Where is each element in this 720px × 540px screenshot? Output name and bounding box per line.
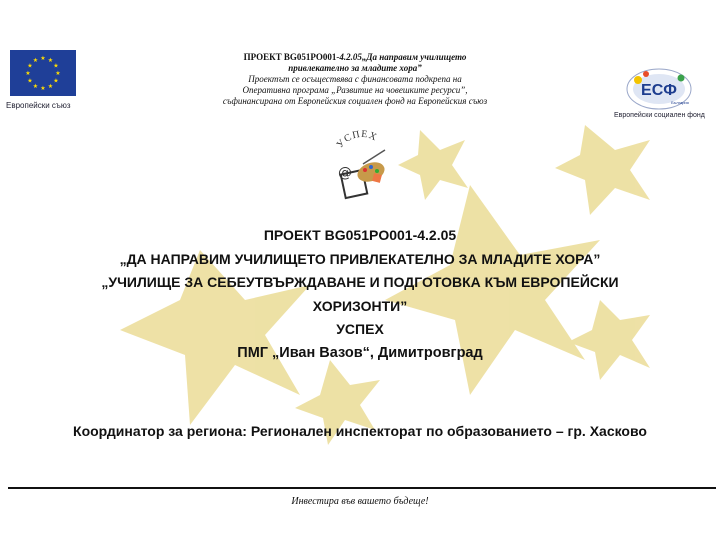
esf-sub: България (671, 100, 689, 105)
esf-logo-icon (624, 66, 694, 112)
header-project-title-end: привлекателно за младите хора” (288, 63, 422, 73)
header-project-suffix: -4.2.05 (336, 52, 362, 62)
footer-divider (8, 487, 716, 489)
svg-text:УСПЕХ (335, 129, 379, 151)
esf-caption: Европейски социален фонд (614, 112, 705, 119)
svg-text:★: ★ (25, 70, 31, 77)
main-subtitle-line-1: „УЧИЛИЩЕ ЗА СЕБЕУТВЪРЖДАВАНЕ И ПОДГОТОВКА КЪМ ЕВРОПЕЙСКИ (101, 274, 619, 291)
main-uspeh-label: УСПЕХ (336, 321, 384, 338)
svg-text:★: ★ (40, 85, 46, 92)
header-funding-line-1: Проектът се осъществява с финансовата подкрепа на (248, 74, 462, 84)
main-project-title: „ДА НАПРАВИМ УЧИЛИЩЕТО ПРИВЛЕКАТЕЛНО ЗА МЛАДИТЕ ХОРА” (119, 250, 601, 267)
eu-flag-icon (10, 50, 76, 96)
svg-text:@: @ (338, 165, 352, 181)
main-project-code: ПРОЕКТ BG051PO001-4.2.05 (263, 227, 457, 243)
header-funding-line-3: съфинансирана от Европейския социален фонд на Европейския съюз (222, 96, 488, 106)
svg-text:★: ★ (55, 70, 61, 77)
main-title-block (0, 224, 720, 366)
svg-text:★: ★ (40, 55, 46, 62)
main-subtitle-line-2: ХОРИЗОНТИ” (312, 297, 408, 314)
esf-abbr: ЕСФ (641, 82, 677, 99)
uspeh-logo-icon (327, 128, 397, 202)
header-funding-line-2: Оперативна програма „Развитие на човешките ресурси”, (242, 85, 468, 95)
header-project-title-start: „Да направим училището (361, 52, 467, 62)
svg-text:★: ★ (53, 77, 59, 85)
svg-text:★: ★ (27, 62, 33, 70)
star-shape (555, 125, 650, 215)
svg-text:★: ★ (32, 83, 39, 90)
svg-text:★: ★ (47, 83, 54, 90)
svg-text:★: ★ (47, 57, 54, 64)
footer-slogan: Инвестира във вашето бъдеще! (291, 496, 429, 507)
svg-text:★: ★ (27, 77, 33, 85)
school-name: ПМГ „Иван Вазов“, Димитровград (237, 344, 483, 361)
star-shape (398, 130, 468, 200)
svg-text:★: ★ (32, 57, 39, 64)
coordinator-line: Координатор за региона: Регионален инспекторат по образованието – гр. Хасково (73, 423, 647, 439)
uspeh-logo-text: УСПЕХ (334, 128, 379, 151)
project-header (220, 52, 490, 107)
svg-text:★: ★ (53, 62, 59, 70)
header-project-code: ПРОЕКТ BG051PO001 (243, 52, 337, 62)
eu-caption: Европейски съюз (6, 101, 71, 110)
